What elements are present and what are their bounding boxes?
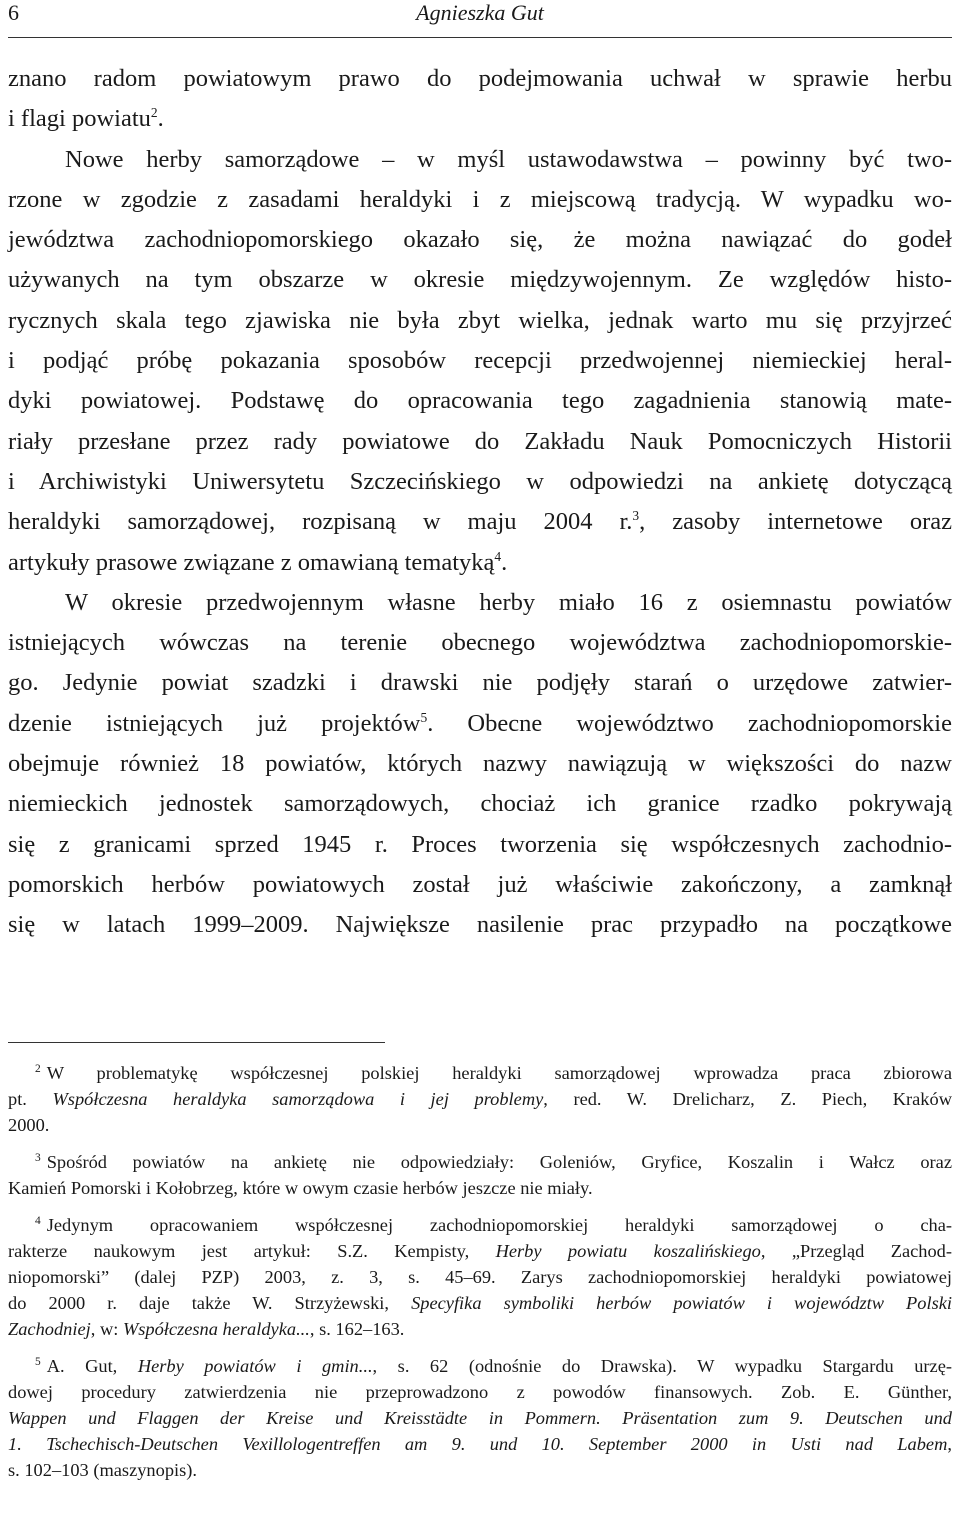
main-text: [8, 59, 952, 946]
footnote-ref[interactable]: 4: [494, 548, 502, 564]
body-line: niemieckich jednostek samorządowych, chociaż ich granice rzadko pokrywają: [8, 790, 952, 818]
header-rule: [8, 37, 952, 38]
footnote-ref[interactable]: 3: [632, 508, 640, 524]
body-line: rycznych skala tego zjawiska nie była zbyt wielka, jednak warto mu się przyjrzeć: [8, 306, 952, 334]
footnote-number: 2: [35, 1062, 41, 1075]
footnote-2: $^2$ W problematykę współczesnej polskiej heraldyki samorządowej wprowadza praca zbiorowa pt. Współczesna heraldyka samorządowa i jej problemy, red. W. Drelicharz, Z. Piech, Kraków 2000.: [8, 1062, 952, 1135]
page-header: [8, 0, 952, 40]
footnote-number: 5: [35, 1355, 41, 1368]
running-title: Agnieszka Gut: [416, 0, 544, 25]
body-line: obejmuje również 18 powiatów, których nazwy nawiązują w większości do nazw: [8, 750, 952, 778]
footnote-ref[interactable]: 2: [150, 105, 158, 121]
page-number: 6: [8, 0, 19, 25]
footnote-ref[interactable]: 5: [420, 709, 428, 725]
footnotes: [8, 1060, 952, 1494]
body-line: używanych na tym obszarze w okresie międzywojennym. Ze względów histo-: [8, 266, 952, 294]
body-line: Nowe herby samorządowe – w myśl ustawodawstwa – powinny być two-: [65, 145, 952, 173]
footnote-rule: [8, 1042, 385, 1043]
footnote-4: $^4$ Jedynym opracowaniem współczesnej zachodniopomorskiej heraldyki samorządowej o cha- rakterze naukowym jest artykuł: S.Z. Kempisty, Herby powiatu koszalińskiego, „Przegląd Zachod- niopomorski” (dalej PZP) 2003, z. 3, s. 45–69. Zarys zachodniopomorskiej heraldyki powiatowej do 2000 r. daje także W. Strzyżewski, Specyfika symboliki herbów powiatów i województw Polski Zachodniej, w: Współczesna heraldyka..., s. 162–163.: [8, 1214, 952, 1339]
body-line: W okresie przedwojennym własne herby miało 16 z osiemnastu powiatów: [65, 588, 952, 616]
body-line: heraldyki samorządowej, rozpisaną w maju 2004 r.$^3$, zasoby internetowe oraz: [8, 508, 952, 536]
body-line: znano radom powiatowym prawo do podejmowania uchwał w sprawie herbu: [8, 65, 952, 92]
footnote-5: $^5$ A. Gut, Herby powiatów i gmin..., s. 62 (odnośnie do Drawska). W wypadku Stargardu urzę- dowej procedury zatwierdzenia nie przeprowadzono z powodów finansowych. Zob. E. Günther, Wappen und Flaggen der Kreise und Kreisstädte in Pommern. Präsentation zum 9. Deutschen und 1. Tschechisch-Deutschen Vexillologentreffen am 9. und 10. September 2000 in Usti nad Labem, s. 102–103 (maszynopis).: [8, 1355, 952, 1480]
footnote-number: 4: [35, 1214, 41, 1227]
body-line: się w latach 1999–2009. Największe nasilenie prac przypadło na początkowe: [8, 911, 952, 939]
body-line: riały przesłane przez rady powiatowe do Zakładu Nauk Pomocniczych Historii: [8, 427, 952, 455]
body-line: istniejących wówczas na terenie obecnego województwa zachodniopomorskie-: [8, 629, 952, 657]
body-line: się z granicami sprzed 1945 r. Proces tworzenia się współczesnych zachodnio-: [8, 830, 952, 858]
footnote-3: $^3$ Spośród powiatów na ankietę nie odpowiedziały: Goleniów, Gryfice, Koszalin i Wałcz oraz Kamień Pomorski i Kołobrzeg, które w owym czasie herbów jeszcze nie miały.: [8, 1151, 952, 1198]
body-line: go. Jedynie powiat szadzki i drawski nie podjęły starań o urzędowe zatwier-: [8, 669, 952, 697]
body-line: artykuły prasowe związane z omawianą tematyką$^4$.: [8, 548, 508, 576]
body-line: rzone w zgodzie z zasadami heraldyki i z miejscową tradycją. W wypadku wo-: [8, 185, 952, 213]
body-line: pomorskich herbów powiatowych został już właściwie zakończony, a zamknął: [8, 870, 952, 898]
body-line: i podjąć próbę pokazania sposobów recepcji przedwojennej niemieckiej heral-: [8, 347, 952, 375]
body-line: i Archiwistyki Uniwersytetu Szczecińskiego w odpowiedzi na ankietę dotyczącą: [8, 467, 952, 495]
footnote-number: 3: [35, 1151, 41, 1164]
body-line: i flagi powiatu$^2$.: [8, 105, 164, 133]
body-line: jewództwa zachodniopomorskiego okazało się, że można nawiązać do godeł: [8, 226, 952, 254]
body-line: dzenie istniejących już projektów$^5$. Obecne województwo zachodniopomorskie: [8, 709, 952, 737]
body-line: dyki powiatowej. Podstawę do opracowania tego zagadnienia stanowią mate-: [8, 387, 952, 415]
